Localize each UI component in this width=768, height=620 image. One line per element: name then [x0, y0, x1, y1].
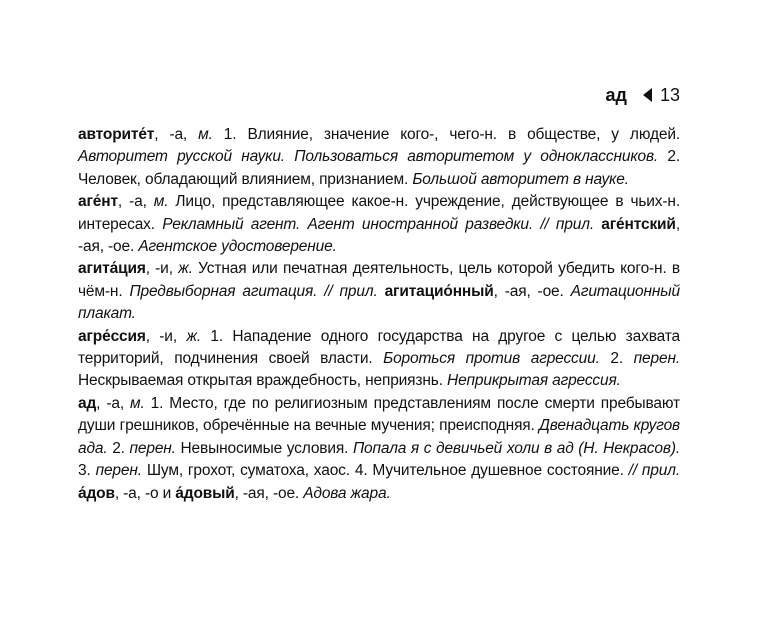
- entry-ad: [78, 393, 680, 505]
- definition-text: 2.: [599, 350, 634, 368]
- italic-text: ж.: [186, 327, 202, 345]
- italic-text: Рекламный агент. Агент иностранной разведки. // прил.: [162, 215, 594, 233]
- definition-text: 1. Место, где по религиозным представлениям после смерти пребывают души грешников, обречённые на вечные мучения; преисподняя.: [78, 394, 680, 435]
- definition-text: 2. Человек, обладающий влиянием, признанием.: [78, 148, 680, 188]
- italic-text: перен.: [95, 462, 142, 480]
- italic-text: Предвыборная агитация. // прил.: [129, 282, 378, 300]
- italic-text: Двенадцать кругов ада.: [78, 417, 680, 457]
- italic-text: ж.: [178, 260, 193, 278]
- definition-text: Устная или печатная деятельность, цель которой убедить кого-н. в чём-н.: [78, 260, 680, 300]
- definition-text: , -и,: [145, 327, 187, 345]
- definition-text: , -ая, -ое.: [234, 484, 304, 502]
- definition-text: , -а,: [117, 193, 154, 211]
- definition-text: 1. Нападение одного государства на другое с целью захвата территорий, подчинения своей власти.: [78, 327, 680, 368]
- derived-word: аге́нтский: [601, 215, 676, 233]
- entry-avtoritet: [78, 124, 680, 191]
- entry-headword: агита́ция: [78, 260, 146, 278]
- italic-text: // прил.: [628, 462, 680, 480]
- definition-text: , -а,: [154, 126, 199, 143]
- definition-text: [378, 283, 385, 300]
- triangle-left-icon: [643, 88, 652, 102]
- entry-agent: [78, 191, 680, 258]
- definition-text: , -и,: [145, 260, 179, 278]
- definition-text: Невыносимые условия.: [175, 439, 353, 457]
- entry-headword: аге́нт: [78, 193, 118, 211]
- entry-agitatsiya: [78, 258, 680, 325]
- italic-text: Адова жара.: [303, 484, 391, 502]
- italic-text: Неприкрытая агрессия.: [447, 372, 621, 390]
- dictionary-entries: [78, 124, 680, 505]
- entry-agressiya: [78, 326, 680, 393]
- italic-text: перен.: [633, 350, 680, 368]
- page-number: 13: [659, 85, 680, 105]
- definition-text: 1. Влияние, значение кого-, чего-н. в обществе, у людей.: [212, 126, 680, 143]
- definition-text: 3.: [78, 462, 96, 480]
- italic-text: Большой авторитет в науке.: [412, 170, 629, 188]
- derived-word: агитацио́нный: [384, 282, 494, 300]
- italic-text: перен.: [129, 439, 176, 457]
- running-head: [606, 86, 680, 104]
- italic-text: м.: [198, 126, 213, 143]
- italic-text: м.: [129, 394, 145, 412]
- entry-headword: ад: [78, 394, 97, 412]
- definition-text: 2.: [107, 439, 130, 457]
- derived-word: а́довый: [175, 484, 235, 502]
- definition-text: , -ая, -ое.: [78, 215, 680, 256]
- running-head-word: ад: [605, 85, 627, 105]
- italic-text: Попала я с девичьей холи в ад (Н. Некрасов).: [352, 439, 680, 457]
- entry-headword: агре́ссия: [78, 327, 146, 345]
- definition-text: Лицо, представляющее какое-н. учреждение, действующее в чьих-н. интересах.: [78, 193, 680, 233]
- italic-text: м.: [153, 193, 169, 211]
- definition-text: , -а, -о и: [114, 484, 176, 502]
- definition-text: Шум, грохот, суматоха, хаос. 4. Мучительное душевное состояние.: [141, 462, 629, 480]
- italic-text: Агитационный плакат.: [78, 282, 680, 323]
- definition-text: , -а,: [96, 394, 130, 412]
- italic-text: Бороться против агрессии.: [383, 350, 600, 368]
- entry-headword: авторите́т: [78, 126, 155, 143]
- derived-word: а́дов: [78, 484, 115, 502]
- definition-text: Нескрываемая открытая враждебность, неприязнь.: [78, 372, 448, 390]
- definition-text: , -ая, -ое.: [493, 282, 571, 300]
- italic-text: Авторитет русской науки. Пользоваться авторитетом у одноклассников.: [78, 148, 659, 166]
- italic-text: Агентское удостоверение.: [138, 238, 337, 256]
